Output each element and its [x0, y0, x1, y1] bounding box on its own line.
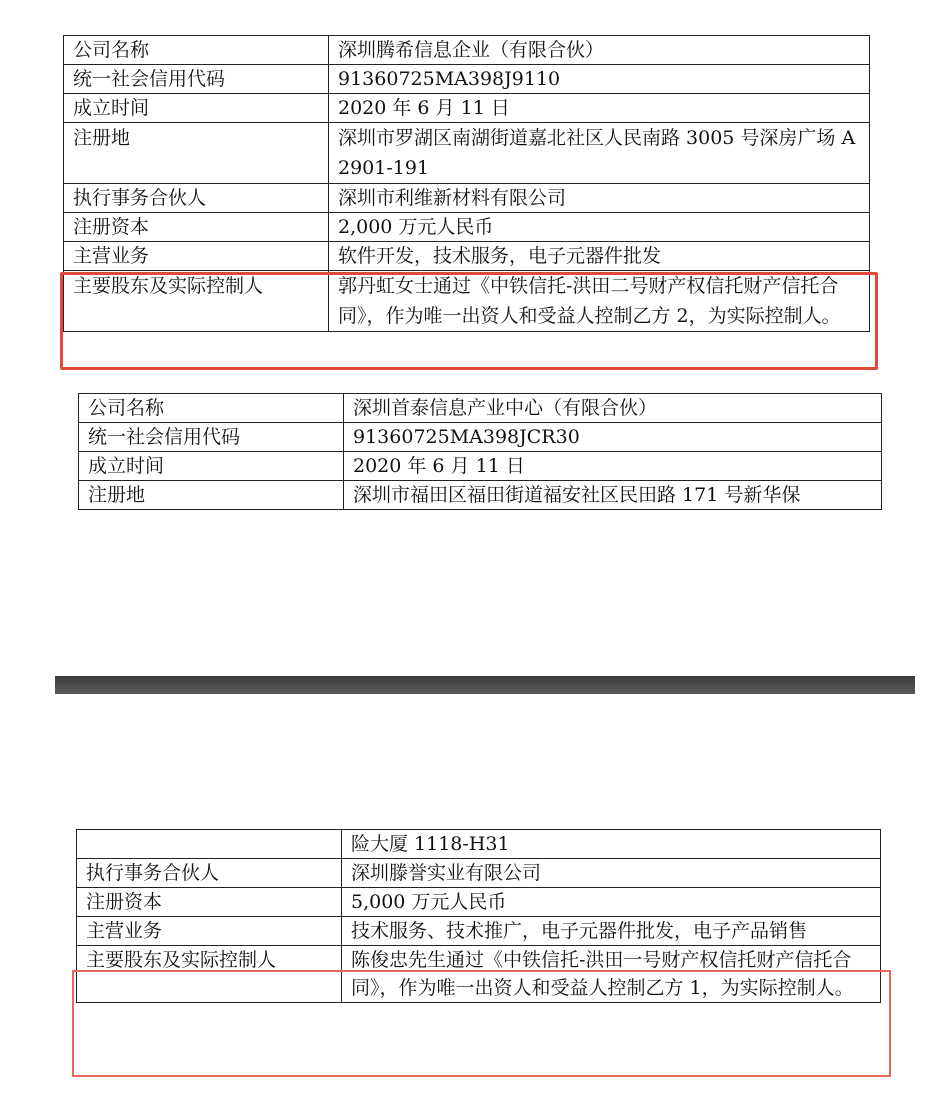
row-value: 5,000 万元人民币 — [342, 888, 881, 917]
table-row — [77, 946, 881, 1003]
row-label: 注册地 — [79, 481, 344, 510]
company-info-table-1 — [63, 35, 870, 332]
row-label — [77, 830, 342, 859]
table-row — [79, 394, 882, 423]
row-label: 注册资本 — [64, 213, 329, 242]
table-row — [64, 123, 870, 184]
company-info-table-3 — [76, 829, 881, 1003]
row-label: 注册资本 — [77, 888, 342, 917]
table-row — [64, 94, 870, 123]
row-value: 技术服务、技术推广，电子元器件批发，电子产品销售 — [342, 917, 881, 946]
row-value: 深圳市罗湖区南湖街道嘉北社区人民南路 3005 号深房广场 A2901-191 — [329, 123, 870, 184]
row-label: 统一社会信用代码 — [64, 65, 329, 94]
row-value: 91360725MA398JCR30 — [344, 423, 882, 452]
row-value: 软件开发，技术服务，电子元器件批发 — [329, 242, 870, 271]
row-label: 主要股东及实际控制人 — [77, 946, 342, 1003]
row-label: 主营业务 — [77, 917, 342, 946]
table-row — [77, 859, 881, 888]
row-label: 公司名称 — [64, 36, 329, 65]
table-row — [77, 830, 881, 859]
row-value: 险大厦 1118-H31 — [342, 830, 881, 859]
row-value: 深圳滕誉实业有限公司 — [342, 859, 881, 888]
table-row — [77, 917, 881, 946]
row-value: 深圳腾希信息企业（有限合伙） — [329, 36, 870, 65]
row-label: 统一社会信用代码 — [79, 423, 344, 452]
table-row — [64, 242, 870, 271]
row-label: 主营业务 — [64, 242, 329, 271]
row-value: 深圳市利维新材料有限公司 — [329, 184, 870, 213]
table-row — [64, 36, 870, 65]
row-label: 公司名称 — [79, 394, 344, 423]
row-value: 91360725MA398J9110 — [329, 65, 870, 94]
table-row — [77, 888, 881, 917]
row-label: 执行事务合伙人 — [77, 859, 342, 888]
table-row — [64, 213, 870, 242]
row-value: 2020 年 6 月 11 日 — [329, 94, 870, 123]
row-label: 主要股东及实际控制人 — [64, 271, 329, 332]
company-info-table-2 — [78, 393, 882, 510]
table-row — [79, 423, 882, 452]
row-value: 2020 年 6 月 11 日 — [344, 452, 882, 481]
table-row — [79, 452, 882, 481]
row-label: 成立时间 — [79, 452, 344, 481]
row-label: 执行事务合伙人 — [64, 184, 329, 213]
table-row — [64, 184, 870, 213]
table-row — [64, 65, 870, 94]
table-row — [79, 481, 882, 510]
row-value: 陈俊忠先生通过《中铁信托-洪田一号财产权信托财产信托合同》，作为唯一出资人和受益人控制乙方 1，为实际控制人。 — [342, 946, 881, 1003]
table-row — [64, 271, 870, 332]
row-value: 深圳首泰信息产业中心（有限合伙） — [344, 394, 882, 423]
page-divider — [55, 676, 915, 694]
row-label: 注册地 — [64, 123, 329, 184]
row-value: 深圳市福田区福田街道福安社区民田路 171 号新华保 — [344, 481, 882, 510]
row-value: 2,000 万元人民币 — [329, 213, 870, 242]
row-label: 成立时间 — [64, 94, 329, 123]
row-value: 郭丹虹女士通过《中铁信托-洪田二号财产权信托财产信托合同》，作为唯一出资人和受益人控制乙方 2，为实际控制人。 — [329, 271, 870, 332]
